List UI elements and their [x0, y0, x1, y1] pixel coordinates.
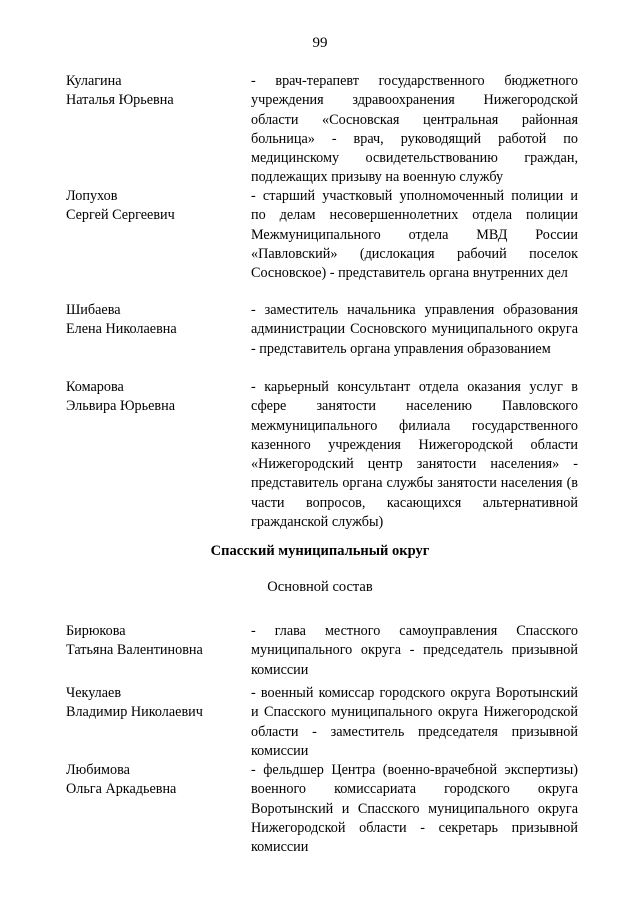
member-role: - карьерный консультант отдела оказания услуг в сфере занятости населению Павловского межмуниципального филиала государственного казенного учреждения Нижегородской области «Нижегородский центр занятости населения» - представитель органа службы занятости населения (в части вопросов, касающихся альтернативной гражданской службы): [251, 379, 578, 531]
member-name: [66, 187, 236, 226]
member-role: - заместитель начальника управления образования администрации Сосновского муниципального округа - представитель органа управления образованием: [251, 302, 578, 357]
member-surname: Любимова: [66, 762, 130, 778]
member-given-names: Елена Николаевна: [66, 321, 177, 338]
member-surname: Комарова: [66, 379, 124, 395]
member-name: [66, 622, 236, 661]
member-role: - военный комиссар городского округа Воротынский и Спасского муниципального округа Нижегородской области - заместитель председателя призывной комиссии: [251, 685, 578, 759]
member-given-names: Татьяна Валентиновна: [66, 642, 203, 659]
member-role: - старший участковый уполномоченный полиции и по делам несовершеннолетних отдела полиции Межмуниципального отдела МВД России «Павловский» (дислокация рабочий поселок Сосновское) - представитель органа внутренних дел: [251, 188, 578, 282]
member-role: - врач-терапевт государственного бюджетного учреждения здравоохранения Нижегородской области «Сосновская центральная районная больница» - врач, руководящий работой по медицинскому освидетельствованию граждан, подлежащих призыву на военную службу: [251, 73, 578, 186]
member-surname: Бирюкова: [66, 623, 126, 639]
member-given-names: Эльвира Юрьевна: [66, 398, 175, 415]
member-given-names: Сергей Сергеевич: [66, 207, 175, 224]
member-given-names: Ольга Аркадьевна: [66, 781, 177, 798]
member-name: [66, 301, 236, 340]
member-role: - глава местного самоуправления Спасского муниципального округа - председатель призывной комиссии: [251, 623, 578, 678]
member-name: [66, 72, 236, 111]
member-surname: Шибаева: [66, 302, 121, 318]
page-number: 99: [312, 35, 328, 51]
member-given-names: Владимир Николаевич: [66, 704, 203, 721]
member-surname: Кулагина: [66, 73, 122, 89]
member-role: - фельдшер Центра (военно-врачебной экспертизы) военного комиссариата городского округа Воротынский и Спасского муниципального округа Нижегородской области - секретарь призывной комиссии: [251, 762, 578, 856]
member-surname: Лопухов: [66, 188, 118, 204]
section-title: Спасский муниципальный округ: [210, 543, 430, 559]
subsection-title: Основной состав: [267, 579, 373, 595]
member-surname: Чекулаев: [66, 685, 122, 701]
member-name: [66, 378, 236, 417]
member-given-names: Наталья Юрьевна: [66, 92, 174, 109]
member-name: [66, 761, 236, 800]
member-name: [66, 684, 236, 723]
